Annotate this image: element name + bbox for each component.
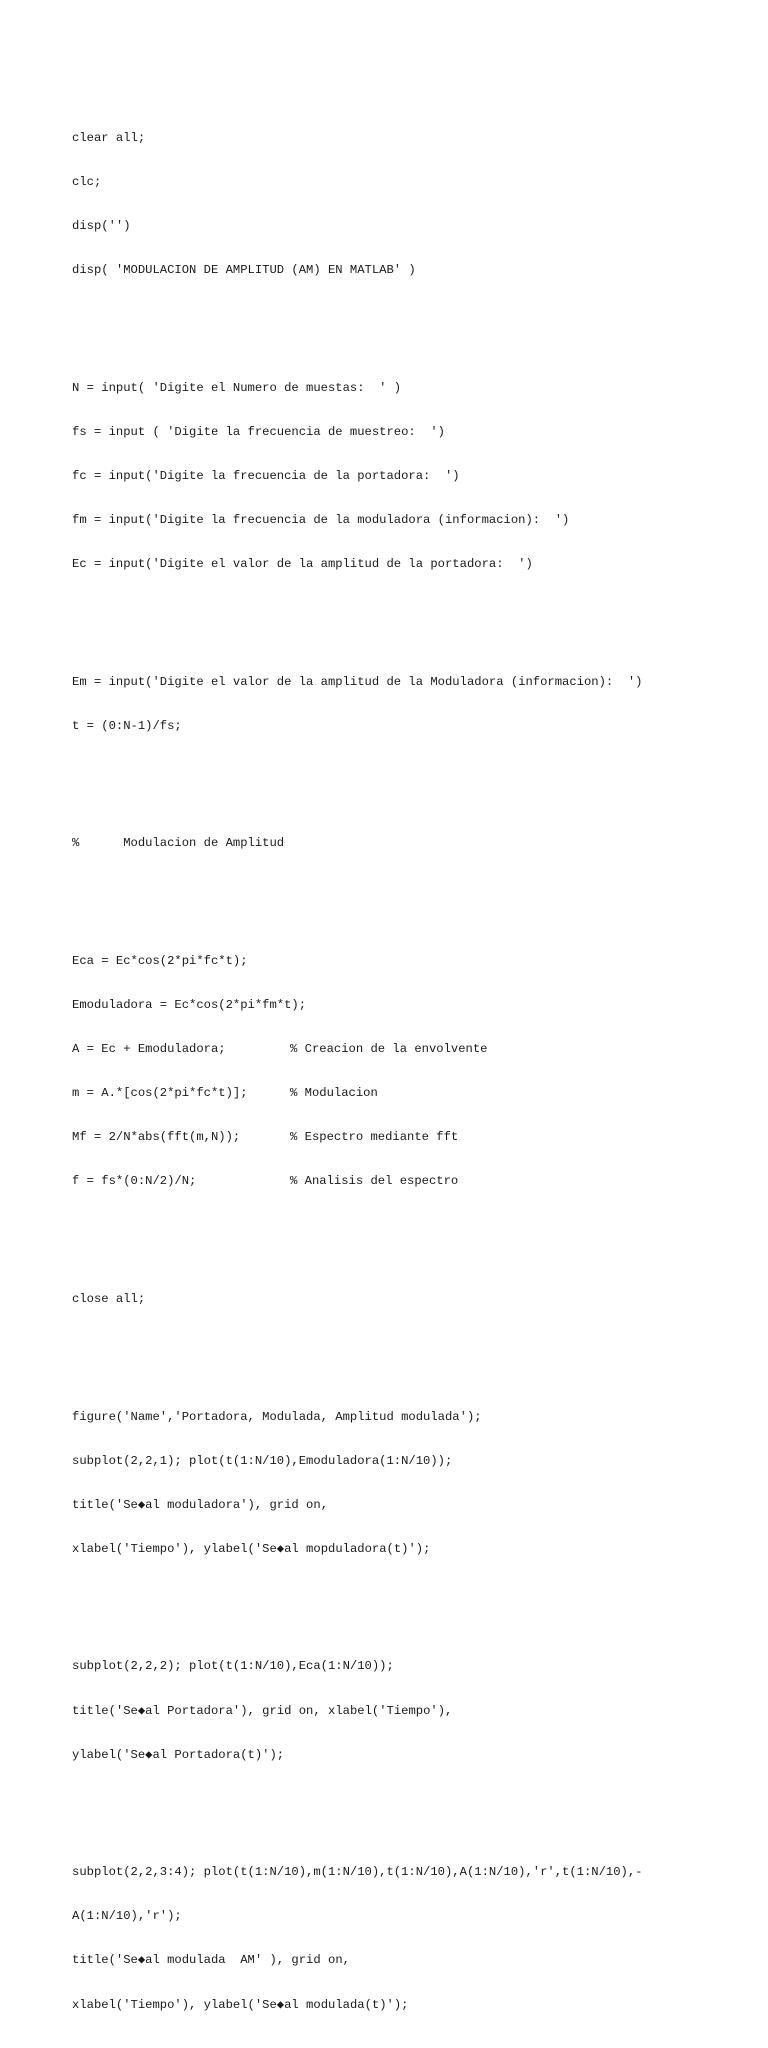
code-line: clear all; bbox=[72, 130, 146, 145]
code-line: xlabel('Tiempo'), ylabel('Se◆al mopduladora(t)'); bbox=[72, 1541, 431, 1556]
code-line: subplot(2,2,1); plot(t(1:N/10),Emoduladora(1:N/10)); bbox=[72, 1453, 453, 1468]
blank-line bbox=[72, 1586, 752, 1601]
code-line: Em = input('Digite el valor de la amplitud de la Moduladora (informacion): ') bbox=[72, 674, 643, 689]
code-line: title('Se◆al modulada AM' ), grid on, bbox=[72, 1953, 350, 1968]
blank-line bbox=[72, 1336, 752, 1351]
blank-line bbox=[72, 1792, 752, 1807]
matlab-code-listing bbox=[72, 72, 752, 2048]
code-line: fm = input('Digite la frecuencia de la moduladora (informacion): ') bbox=[72, 512, 570, 527]
code-line bbox=[72, 1174, 752, 1189]
section-comment: % Modulacion de Amplitud bbox=[72, 836, 285, 851]
code-statement: A = Ec + Emoduladora; bbox=[72, 1042, 226, 1057]
code-line bbox=[72, 998, 752, 1013]
code-line: ylabel('Se◆al Portadora(t)'); bbox=[72, 1747, 285, 1762]
code-line: fs = input ( 'Digite la frecuencia de muestreo: ') bbox=[72, 424, 445, 439]
code-line: disp( 'MODULACION DE AMPLITUD (AM) EN MATLAB' ) bbox=[72, 263, 416, 278]
code-comment: % Creacion de la envolvente bbox=[290, 1042, 488, 1057]
blank-line bbox=[72, 880, 752, 895]
code-statement: Eca = Ec*cos(2*pi*fc*t); bbox=[72, 953, 248, 968]
code-line bbox=[72, 1086, 752, 1101]
code-statement: m = A.*[cos(2*pi*fc*t)]; bbox=[72, 1086, 248, 1101]
blank-line bbox=[72, 307, 752, 322]
code-statement: Mf = 2/N*abs(fft(m,N)); bbox=[72, 1130, 241, 1145]
code-line bbox=[72, 1130, 752, 1145]
code-statement: Emoduladora = Ec*cos(2*pi*fm*t); bbox=[72, 998, 307, 1013]
code-line: fc = input('Digite la frecuencia de la portadora: ') bbox=[72, 468, 460, 483]
blank-line bbox=[72, 763, 752, 778]
code-comment: % Analisis del espectro bbox=[290, 1174, 459, 1189]
code-line: title('Se◆al moduladora'), grid on, bbox=[72, 1497, 329, 1512]
code-line: Ec = input('Digite el valor de la amplitud de la portadora: ') bbox=[72, 557, 533, 572]
blank-line bbox=[72, 1219, 752, 1234]
code-line: xlabel('Tiempo'), ylabel('Se◆al modulada(t)'); bbox=[72, 1997, 409, 2012]
code-comment: % Espectro mediante fft bbox=[290, 1130, 459, 1145]
code-line bbox=[72, 1042, 752, 1057]
code-line: clc; bbox=[72, 174, 102, 189]
code-line: title('Se◆al Portadora'), grid on, xlabel('Tiempo'), bbox=[72, 1703, 453, 1718]
code-line: disp('') bbox=[72, 219, 131, 233]
code-line: subplot(2,2,2); plot(t(1:N/10),Eca(1:N/10)); bbox=[72, 1659, 394, 1674]
code-line: A(1:N/10),'r'); bbox=[72, 1909, 182, 1924]
code-line: subplot(2,2,3:4); plot(t(1:N/10),m(1:N/10),t(1:N/10),A(1:N/10),'r',t(1:N/10),- bbox=[72, 1865, 643, 1880]
code-line bbox=[72, 954, 752, 969]
code-comment: % Modulacion bbox=[290, 1086, 378, 1101]
code-statement: f = fs*(0:N/2)/N; bbox=[72, 1174, 197, 1189]
code-line: figure('Name','Portadora, Modulada, Amplitud modulada'); bbox=[72, 1409, 482, 1424]
code-line: t = (0:N-1)/fs; bbox=[72, 718, 182, 733]
code-line: close all; bbox=[72, 1292, 146, 1306]
code-line: N = input( 'Digite el Numero de muestas: ' ) bbox=[72, 380, 402, 395]
blank-line bbox=[72, 601, 752, 616]
